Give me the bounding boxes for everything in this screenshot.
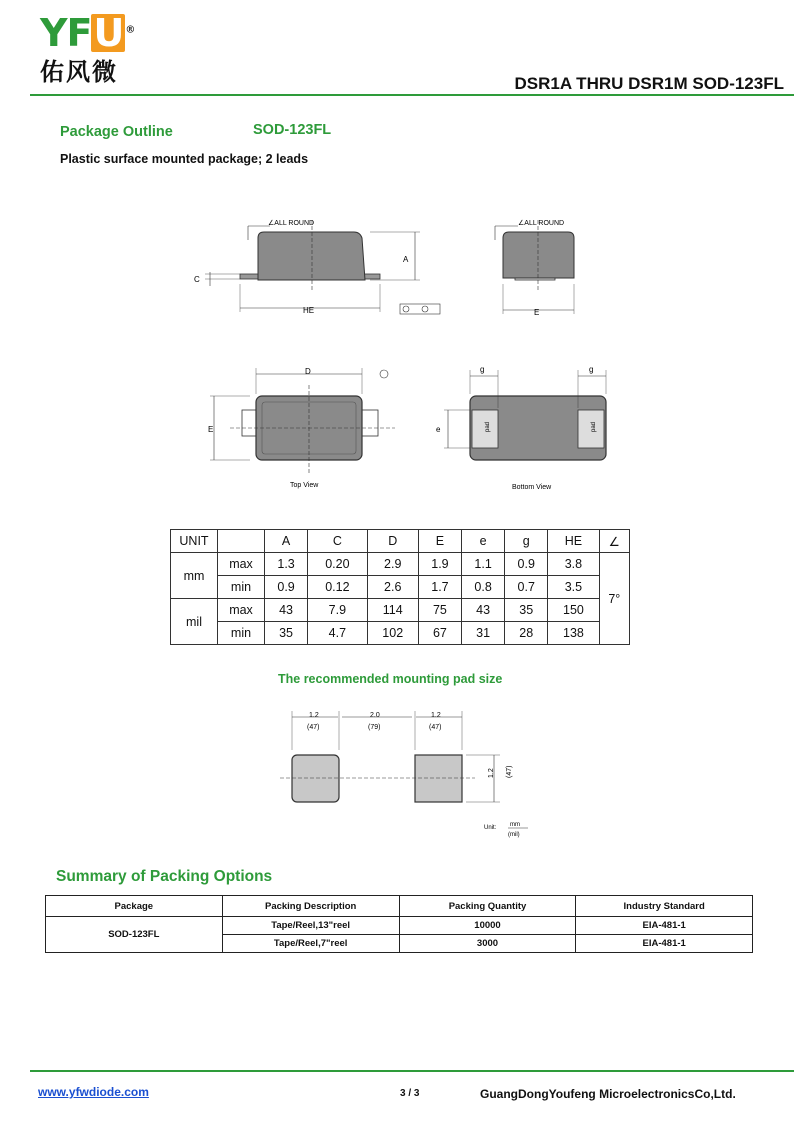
header-cell: D [367,530,418,553]
footer-rule [30,1070,794,1072]
table-cell: min [218,622,265,645]
table-cell: 1.9 [418,553,461,576]
table-cell: 0.9 [265,576,308,599]
header-cell: UNIT [171,530,218,553]
table-cell: min [218,576,265,599]
table-row [171,599,630,622]
table-header-row [46,896,753,917]
logo-chinese-name: 佑风微 [40,58,118,86]
table-cell: 2.9 [367,553,418,576]
table-cell: 1.7 [418,576,461,599]
company-name: GuangDongYoufeng MicroelectronicsCo,Ltd. [480,1087,736,1101]
pad-w2: 1.2 [431,712,441,719]
pad-h: 1.2 [488,768,495,778]
website-link[interactable]: www.yfwdiode.com [38,1085,149,1099]
dim-g-label-left: g [480,365,485,374]
angle-value: 7° [599,553,629,645]
table-row [171,622,630,645]
packing-options-table [45,895,753,953]
unit-mm: mm [171,553,218,599]
table-cell: Tape/Reel,13"reel [222,917,399,935]
table-cell: 31 [462,622,505,645]
dim-e-label: e [436,425,441,434]
all-round-label-right: ∠ALL ROUND [518,220,565,227]
document-title: DSR1A THRU DSR1M SOD-123FL [514,74,784,93]
package-description: Plastic surface mounted package; 2 leads [60,152,309,166]
table-row [46,917,753,935]
dim-E-label-end: E [534,308,540,317]
table-cell: 102 [367,622,418,645]
table-cell: 114 [367,599,418,622]
unit-mil: mil [171,599,218,645]
header-cell: Industry Standard [576,896,753,917]
top-view-caption: Top View [290,482,319,489]
header-cell: HE [548,530,599,553]
bottom-view-caption: Bottom View [512,484,552,491]
table-cell: 4.7 [308,622,367,645]
company-logo: YFU ® 佑风微 [40,11,135,86]
side-view-drawing [194,219,440,315]
table-cell: 28 [505,622,548,645]
packing-options-heading: Summary of Packing Options [56,868,273,885]
table-cell: 150 [548,599,599,622]
table-row [171,553,630,576]
pad-label-left: pad [485,421,491,432]
header-cell: ∠ [599,530,629,553]
table-cell: 0.7 [505,576,548,599]
package-outline-drawing [0,200,800,500]
package-cell: SOD-123FL [46,917,223,953]
header-cell: C [308,530,367,553]
pad-left [292,755,339,802]
header-cell [218,530,265,553]
dim-g-label-right: g [589,365,594,374]
header-cell: A [265,530,308,553]
table-cell: max [218,599,265,622]
mounting-pad-heading: The recommended mounting pad size [278,672,503,686]
table-cell: 67 [418,622,461,645]
table-row [171,576,630,599]
table-cell: 1.3 [265,553,308,576]
table-cell: 35 [505,599,548,622]
unit-label: Unit: [484,825,497,831]
table-cell: 0.12 [308,576,367,599]
header-rule [30,94,794,96]
header-cell: Packing Description [222,896,399,917]
dimensions-table [170,529,630,645]
header-cell: E [418,530,461,553]
table-cell: 0.8 [462,576,505,599]
pad-label-right: pad [591,421,597,432]
table-cell: 2.6 [367,576,418,599]
bottom-view-drawing [436,365,606,491]
pad-gap: 2.0 [370,712,380,719]
dim-HE-label: HE [303,306,315,315]
table-cell: 0.9 [505,553,548,576]
table-cell: EIA-481-1 [576,935,753,953]
dim-A-label: A [403,255,409,264]
table-cell: 3.5 [548,576,599,599]
package-name-heading: SOD-123FL [253,122,332,138]
table-cell: Tape/Reel,7"reel [222,935,399,953]
header-cell: g [505,530,548,553]
pad-w1-mil: (47) [307,724,320,731]
pad-w2-mil: (47) [429,724,442,731]
table-cell: 75 [418,599,461,622]
table-cell: 0.20 [308,553,367,576]
table-cell: EIA-481-1 [576,917,753,935]
top-view-drawing [208,367,395,489]
dim-E-label-top: E [208,425,214,434]
dim-C-label: C [194,275,200,284]
table-cell: 3000 [399,935,576,953]
table-cell: 7.9 [308,599,367,622]
header-cell: Package [46,896,223,917]
table-header-row [171,530,630,553]
dim-D-label: D [305,367,311,376]
table-cell: 1.1 [462,553,505,576]
package-outline-heading: Package Outline [60,124,173,140]
table-cell: 35 [265,622,308,645]
header-cell: Packing Quantity [399,896,576,917]
pad-w1: 1.2 [309,712,319,719]
table-cell: 3.8 [548,553,599,576]
pad-h-mil: (47) [506,765,513,778]
all-round-label-left: ∠ALL ROUND [268,220,315,227]
header-cell: e [462,530,505,553]
table-cell: 138 [548,622,599,645]
unit-mil: (mil) [508,832,520,838]
unit-mm: mm [510,822,520,828]
table-cell: max [218,553,265,576]
table-cell: 43 [265,599,308,622]
mounting-pad-drawing [270,705,550,845]
end-view-drawing [495,219,574,317]
table-cell: 43 [462,599,505,622]
table-cell: 10000 [399,917,576,935]
pad-gap-mil: (79) [368,724,381,731]
page-number: 3 / 3 [400,1088,420,1099]
pad-right [415,755,462,802]
